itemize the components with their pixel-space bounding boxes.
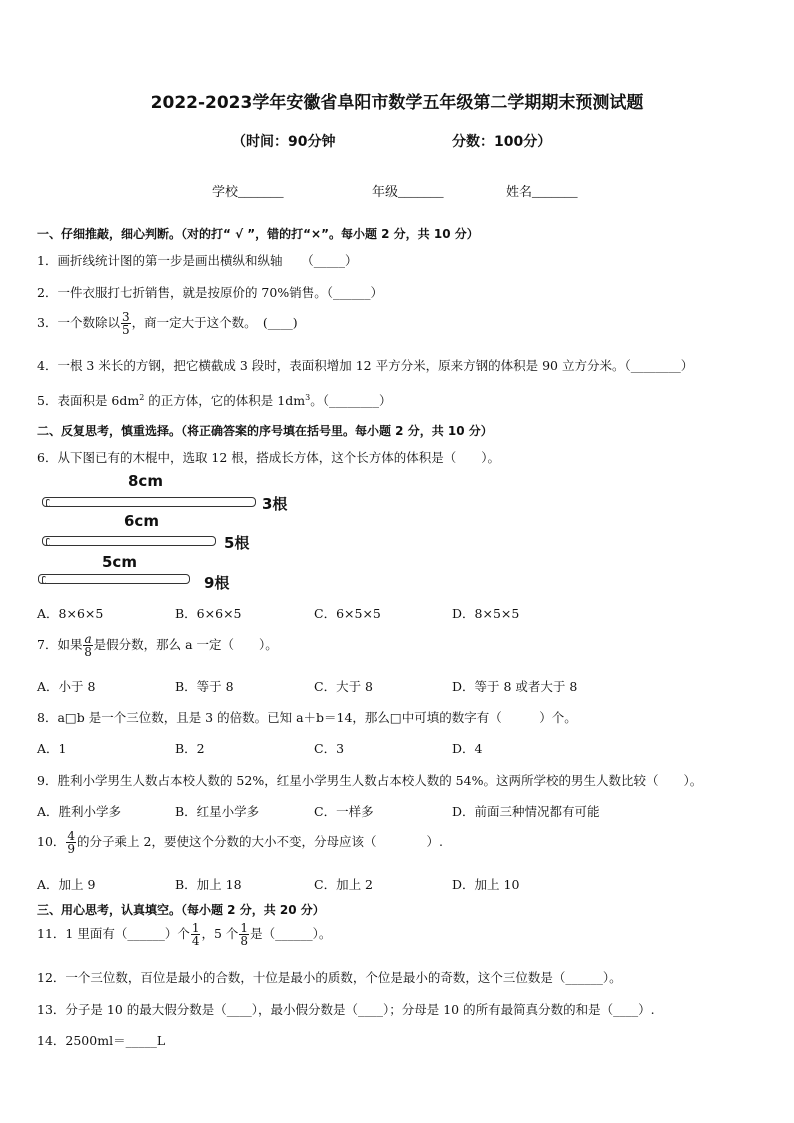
question-1: 1．画折线统计图的第一步是画出横纵和纵轴 （_____） (37, 253, 358, 268)
q9-option-b: B．红星小学多 (175, 804, 260, 819)
question-10: 10． $\frac{4}{9}$ 的分子乘上 2，要使这个分数的大小不变，分母应该（ ）. (37, 829, 443, 856)
name-field: 姓名_______ (506, 184, 578, 199)
question-6: 6．从下图已有的木棍中，选取 12 根，搭成长方体，这个长方体的体积是（ ）。 (37, 450, 501, 465)
q10-option-c: C．加上 2 (314, 877, 373, 892)
q7-option-d: D．等于 8 或者大于 8 (452, 679, 578, 694)
question-3-text-end: ，商一定大于这个数。 (____) (131, 315, 298, 330)
q8-option-a: A．1 (37, 741, 67, 756)
time-label: （时间：90分钟 (232, 134, 336, 150)
question-4: 4．一根 3 米长的方钢，把它横截成 3 段时，表面积增加 12 平方分米，原来方钢的体积是 90 立方分米。（________） (37, 358, 694, 373)
q6-option-c: C．6×5×5 (314, 606, 381, 621)
q6-option-b: B．6×6×5 (175, 606, 242, 621)
stick-count-3: 3根 (262, 495, 288, 513)
question-14: 14．2500ml＝_____L (37, 1033, 166, 1048)
stick-count-5: 5根 (224, 534, 250, 552)
question-5: 5．表面积是 $6dm^2$ 的正方体，它的体积是 $1dm^3$。（________） (37, 392, 392, 408)
fraction-1-4: $\frac{1}{4}$ (191, 921, 200, 948)
stick-5cm-image (38, 574, 190, 584)
question-13: 13．分子是 10 的最大假分数是（____），最小假分数是（____）；分母是 10 的所有最简真分数的和是（____）. (37, 1002, 655, 1017)
question-3 (37, 311, 298, 336)
fraction-1-8: $\frac{1}{8}$ (240, 921, 249, 948)
stick-length-6cm: 6cm (124, 512, 159, 530)
fraction-a-8: $\frac{a}{8}$ (84, 632, 92, 659)
q9-option-c: C．一样多 (314, 804, 374, 819)
q8-option-c: C．3 (314, 741, 345, 756)
grade-field: 年级_______ (372, 184, 444, 199)
question-3-text-start: 3．一个数除以 (37, 315, 120, 330)
q8-option-d: D．4 (452, 741, 483, 756)
page-title: 2022-2023学年安徽省阜阳市数学五年级第二学期期末预测试题 (150, 93, 644, 113)
q9-option-d: D．前面三种情况都有可能 (452, 804, 600, 819)
q10-option-b: B．加上 18 (175, 877, 242, 892)
stick-length-5cm: 5cm (102, 553, 137, 571)
fraction-4-9: $\frac{4}{9}$ (67, 829, 76, 856)
section-heading-1: 一、仔细推敲，细心判断。（对的打“ √ ”，错的打“×”。每小题 2 分，共 10 分） (37, 227, 479, 241)
q8-option-b: B．2 (175, 741, 205, 756)
question-8: 8．a□b 是一个三位数，且是 3 的倍数。已知 a＋b＝14，那么□中可填的数字有（ ）个。 (37, 710, 577, 725)
stick-length-8cm: 8cm (128, 472, 163, 490)
fraction-3-5: $\frac{3}{5}$ (121, 310, 130, 337)
q6-option-d: D．8×5×5 (452, 606, 520, 621)
question-2: 2．一件衣服打七折销售，就是按原价的 70%销售。（______） (37, 285, 383, 300)
question-9: 9．胜利小学男生人数占本校人数的 52%，红星小学男生人数占本校人数的 54%。这两所学校的男生人数比较（ ）。 (37, 773, 703, 788)
q6-option-a: A．8×6×5 (37, 606, 104, 621)
q7-option-a: A．小于 8 (37, 679, 96, 694)
q9-option-a: A．胜利小学多 (37, 804, 122, 819)
section-heading-3: 三、用心思考，认真填空。（每小题 2 分，共 20 分） (37, 903, 325, 917)
q10-option-a: A．加上 9 (37, 877, 96, 892)
score-label: 分数：100分） (452, 134, 552, 150)
stick-6cm-image (42, 536, 216, 546)
question-11: 11．1 里面有（______）个 $\frac{1}{4}$ ，5 个 $\frac{1}{8}$ 是（______）。 (37, 921, 332, 948)
school-field: 学校_______ (212, 184, 284, 199)
section-heading-2: 二、反复思考，慎重选择。（将正确答案的序号填在括号里。每小题 2 分，共 10 分） (37, 424, 493, 438)
q7-option-b: B．等于 8 (175, 679, 234, 694)
q10-option-d: D．加上 10 (452, 877, 520, 892)
stick-8cm-image (42, 497, 256, 507)
stick-count-9: 9根 (204, 574, 230, 592)
question-7: 7．如果 $\frac{a}{8}$ 是假分数，那么 a 一定（ ）。 (37, 632, 278, 659)
q7-option-c: C．大于 8 (314, 679, 373, 694)
question-12: 12．一个三位数，百位是最小的合数，十位是最小的质数，个位是最小的奇数，这个三位数是（______）。 (37, 970, 622, 985)
